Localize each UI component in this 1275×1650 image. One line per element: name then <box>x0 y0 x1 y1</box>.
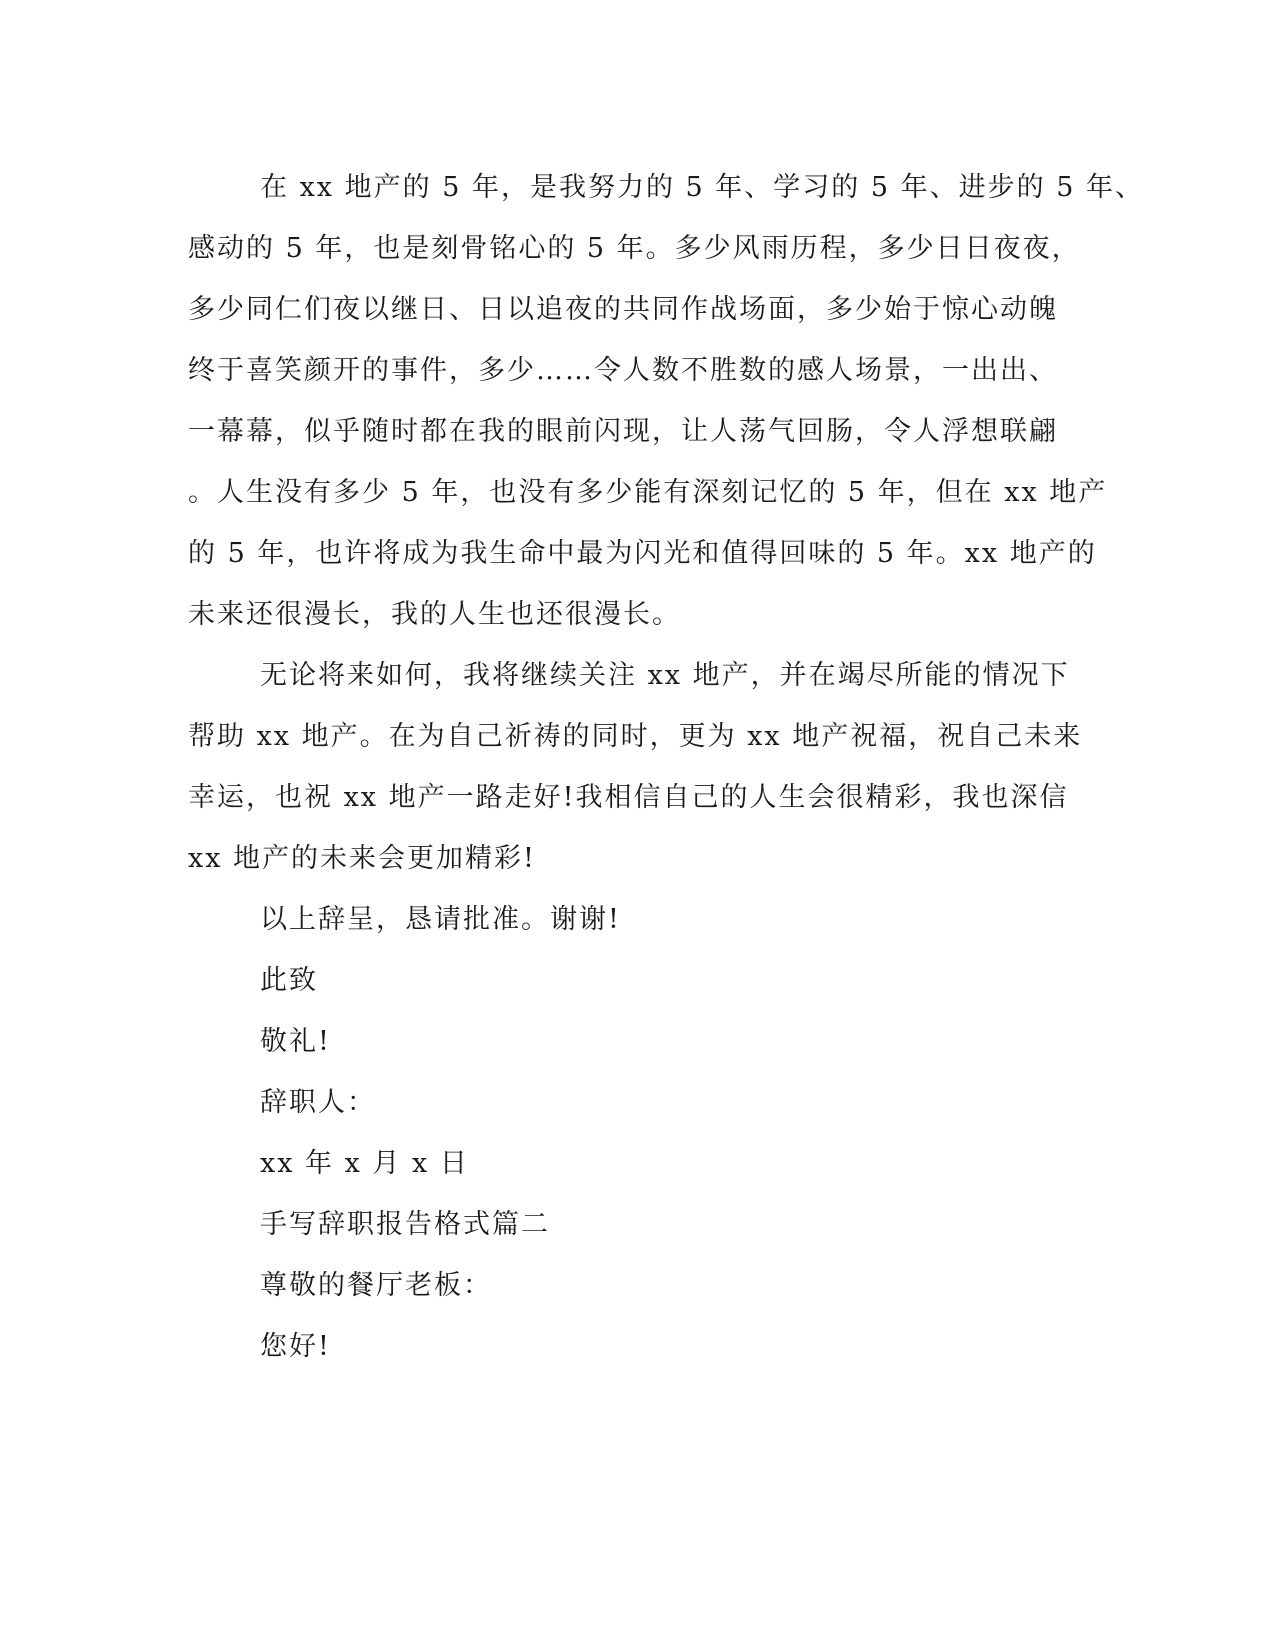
paragraph-line: 终于喜笑颜开的事件，多少……令人数不胜数的感人场景，一出出、 <box>188 355 1058 386</box>
paragraph-line: 感动的 5 年，也是刻骨铭心的 5 年。多少风雨历程，多少日日夜夜， <box>188 233 1081 264</box>
paragraph-line: 未来还很漫长，我的人生也还很漫长。 <box>188 599 681 630</box>
paragraph-line: 无论将来如何，我将继续关注 xx 地产，并在竭尽所能的情况下 <box>260 660 1070 691</box>
paragraph-line: xx 地产的未来会更加精彩! <box>188 843 536 874</box>
paragraph-line: 在 xx 地产的 5 年，是我努力的 5 年、学习的 5 年、进步的 5 年、 <box>260 172 1144 203</box>
regards-line: 敬礼! <box>260 1026 331 1057</box>
closing-request-line: 以上辞呈，恳请批准。谢谢! <box>260 904 621 935</box>
paragraph-line: 多少同仁们夜以继日、日以追夜的共同作战场面，多少始于惊心动魄 <box>188 294 1058 325</box>
signature-label: 辞职人： <box>260 1087 376 1118</box>
recipient-greeting: 尊敬的餐厅老板： <box>260 1270 492 1301</box>
greeting-line: 您好! <box>260 1331 331 1362</box>
paragraph-line: 。人生没有多少 5 年，也没有多少能有深刻记忆的 5 年，但在 xx 地产 <box>188 477 1108 508</box>
paragraph-line: 幸运，也祝 xx 地产一路走好!我相信自己的人生会很精彩，我也深信 <box>188 782 1069 813</box>
section-title: 手写辞职报告格式篇二 <box>260 1209 550 1240</box>
paragraph-line: 的 5 年，也许将成为我生命中最为闪光和值得回味的 5 年。xx 地产的 <box>188 538 1097 569</box>
salutation-line: 此致 <box>260 965 318 996</box>
paragraph-line: 一幕幕，似乎随时都在我的眼前闪现，让人荡气回肠，令人浮想联翩 <box>188 416 1058 447</box>
date-line: xx 年 x 月 x 日 <box>260 1148 469 1179</box>
paragraph-line: 帮助 xx 地产。在为自己祈祷的同时，更为 xx 地产祝福，祝自己未来 <box>188 721 1083 752</box>
